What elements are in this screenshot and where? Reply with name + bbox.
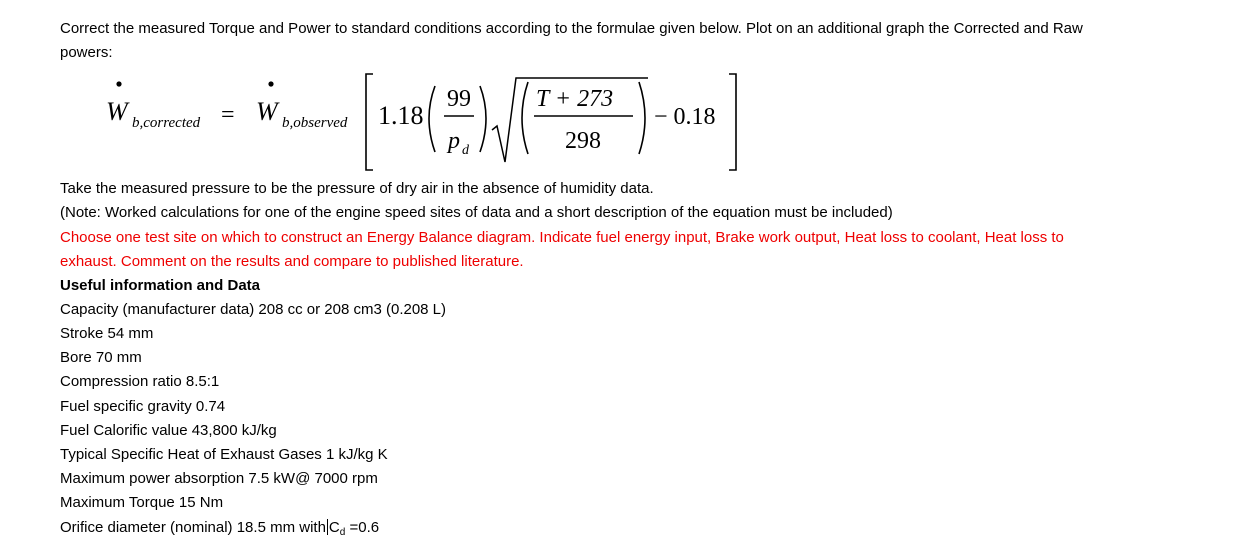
worked-calc-note: (Note: Worked calculations for one of the engine speed sites of data and a short description of the equation must be included) xyxy=(60,204,893,221)
data-item-capacity: Capacity (manufacturer data) 208 cc or 208 cm3 (0.208 L) xyxy=(60,301,447,318)
left-paren-2 xyxy=(522,82,528,154)
orifice-cd-symbol: C xyxy=(328,519,340,536)
fraction1-denominator-sub: d xyxy=(462,143,469,158)
data-item-fuel-calorific-value: Fuel Calorific value 43,800 kJ/kg xyxy=(60,422,277,439)
useful-info-heading: Useful information and Data xyxy=(60,277,261,294)
data-item-exhaust-specific-heat: Typical Specific Heat of Exhaust Gases 1 kJ/kg K xyxy=(60,446,388,463)
lhs-subscript: b,corrected xyxy=(132,115,201,131)
fraction2-denominator: 298 xyxy=(565,128,601,154)
orifice-text: Orifice diameter (nominal) 18.5 mm with xyxy=(60,519,326,536)
fraction1-denominator: p xyxy=(448,128,460,154)
data-item-compression-ratio: Compression ratio 8.5:1 xyxy=(60,373,220,390)
lhs-dot xyxy=(116,81,121,86)
text-cursor xyxy=(327,519,328,535)
equals-sign: = xyxy=(221,102,235,128)
coefficient: 1.18 xyxy=(378,101,424,130)
rhs-w: W xyxy=(256,97,278,126)
correction-formula xyxy=(88,68,768,176)
data-item-max-power: Maximum power absorption 7.5 kW@ 7000 rpm xyxy=(60,470,378,487)
left-paren-1 xyxy=(429,86,435,152)
minus-constant: − 0.18 xyxy=(654,104,716,130)
intro-line-1: Correct the measured Torque and Power to standard conditions according to the formulae given below. Plot on an additional graph the Corrected and Raw xyxy=(60,20,1083,37)
energy-balance-instruction-2: exhaust. Comment on the results and compare to published literature. xyxy=(60,253,524,270)
intro-line-2: powers: xyxy=(60,44,113,61)
lhs-w: W xyxy=(106,97,128,126)
pressure-note: Take the measured pressure to be the pressure of dry air in the absence of humidity data. xyxy=(60,180,654,197)
fraction2-numerator: T + 273 xyxy=(536,86,614,112)
formula-svg xyxy=(88,68,768,176)
right-paren-2 xyxy=(639,82,645,154)
rhs-subscript: b,observed xyxy=(282,115,348,131)
right-bracket xyxy=(729,74,736,170)
orifice-cd-subscript: d xyxy=(339,527,346,538)
data-item-fuel-specific-gravity: Fuel specific gravity 0.74 xyxy=(60,398,226,415)
data-item-bore: Bore 70 mm xyxy=(60,349,142,366)
energy-balance-instruction-1: Choose one test site on which to construct an Energy Balance diagram. Indicate fuel energy input, Brake work output, Heat loss to coolant, Heat loss to xyxy=(60,229,1064,246)
rhs-dot xyxy=(268,81,273,86)
data-item-orifice xyxy=(60,518,379,543)
data-item-stroke: Stroke 54 mm xyxy=(60,325,154,342)
orifice-cd-value: =0.6 xyxy=(345,519,380,536)
left-bracket xyxy=(366,74,373,170)
right-paren-1 xyxy=(480,86,486,152)
data-item-max-torque: Maximum Torque 15 Nm xyxy=(60,494,224,511)
fraction1-numerator: 99 xyxy=(447,86,471,112)
